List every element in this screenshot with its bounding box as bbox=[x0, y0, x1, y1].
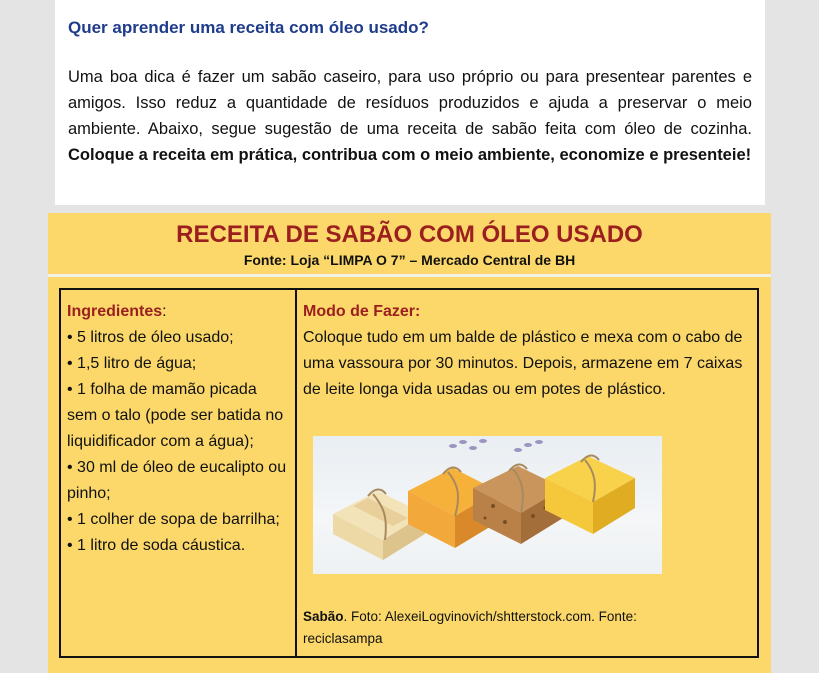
recipe-source: Fonte: Loja “LIMPA O 7” – Mercado Central de BH bbox=[243, 252, 576, 268]
method-label: Modo de Fazer: bbox=[303, 303, 421, 320]
ingredient-item: • 30 ml de óleo de eucalipto ou pinho; bbox=[67, 459, 287, 502]
recipe-box bbox=[48, 213, 771, 673]
photo-caption bbox=[303, 606, 683, 650]
divider bbox=[48, 274, 771, 277]
ingredient-item: • 1 litro de soda cáustica. bbox=[67, 537, 246, 554]
ingredients-heading: Ingredientes: bbox=[67, 303, 167, 320]
ingredient-item: • 1 colher de sopa de barrilha; bbox=[67, 511, 280, 528]
ingredient-item: • 1,5 litro de água; bbox=[67, 355, 197, 372]
caption-text: . Foto: AlexeiLogvinovich/shtterstock.com. Fonte: reciclasampa bbox=[303, 609, 637, 646]
intro-paragraph bbox=[68, 64, 752, 168]
intro-text: Uma boa dica é fazer um sabão caseiro, para uso próprio ou para presentear parentes e amigos. Isso reduz a quantidade de resíduos produzidos e ajuda a preservar o meio ambiente. Abaixo, segue sugestão de uma receita de sabão feita com óleo de cozinha. bbox=[68, 68, 752, 138]
intro-heading: Quer aprender uma receita com óleo usado? bbox=[68, 18, 429, 37]
soap-bars-image bbox=[313, 436, 662, 574]
ingredients-column bbox=[61, 290, 297, 656]
intro-bold-text: Coloque a receita em prática, contribua com o meio ambiente, economize e presenteie! bbox=[68, 146, 752, 164]
recipe-title: RECEITA DE SABÃO COM ÓLEO USADO bbox=[176, 221, 643, 248]
soap-photo bbox=[313, 436, 662, 574]
method-column bbox=[297, 290, 757, 656]
intro-panel bbox=[55, 0, 765, 205]
recipe-table bbox=[59, 288, 759, 658]
ingredients-label: Ingredientes bbox=[67, 303, 163, 320]
method-text: Coloque tudo em um balde de plástico e mexa com o cabo de uma vassoura por 30 minutos. Depois, armazene em 7 caixas de leite longa vida usadas ou em potes de plástico. bbox=[303, 329, 743, 398]
caption-bold: Sabão bbox=[303, 609, 344, 624]
ingredient-item: • 5 litros de óleo usado; bbox=[67, 329, 234, 346]
ingredient-item: • 1 folha de mamão picada sem o talo (pode ser batida no liquidificador com a água); bbox=[67, 381, 284, 450]
